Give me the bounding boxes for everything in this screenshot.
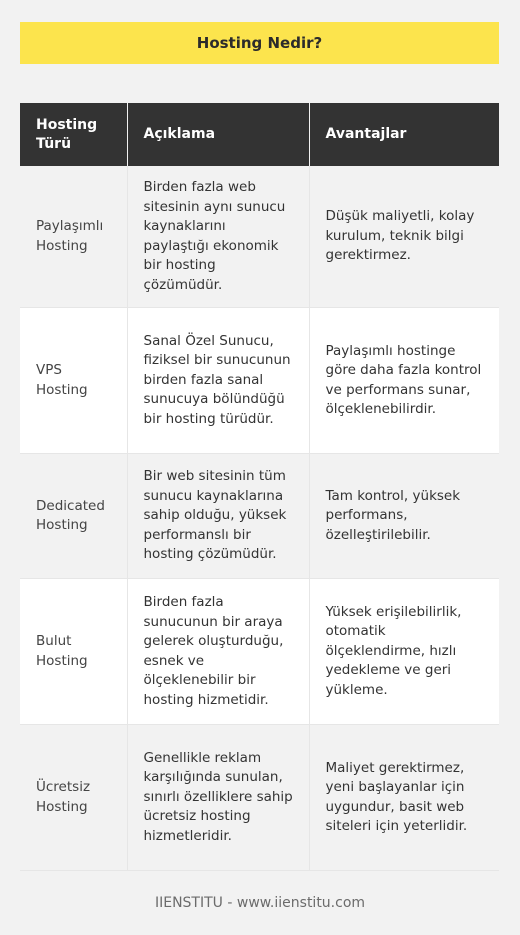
hosting-type-cell: Paylaşımlı Hosting xyxy=(20,166,127,308)
table-header-row xyxy=(20,103,499,166)
description-cell: Bir web sitesinin tüm sunucu kaynaklarına sahip olduğu, yüksek performanslı bir hosting çözümüdür. xyxy=(127,454,309,579)
description-cell: Birden fazla sunucunun bir araya gelerek oluşturduğu, esnek ve ölçeklenebilir bir hosting hizmetidir. xyxy=(127,579,309,725)
table-row xyxy=(20,308,499,454)
advantages-cell: Maliyet gerektirmez, yeni başlayanlar için uygundur, basit web siteleri için yeterlidir. xyxy=(309,725,499,871)
description-cell: Birden fazla web sitesinin aynı sunucu kaynaklarını paylaştığı ekonomik bir hosting çözümüdür. xyxy=(127,166,309,308)
table-row xyxy=(20,725,499,871)
header-hosting-type: Hosting Türü xyxy=(20,103,127,166)
advantages-cell: Düşük maliyetli, kolay kurulum, teknik bilgi gerektirmez. xyxy=(309,166,499,308)
advantages-cell: Tam kontrol, yüksek performans, özelleştirilebilir. xyxy=(309,454,499,579)
description-cell: Genellikle reklam karşılığında sunulan, sınırlı özelliklere sahip ücretsiz hosting hizmetleridir. xyxy=(127,725,309,871)
table-row xyxy=(20,454,499,579)
hosting-type-cell: Dedicated Hosting xyxy=(20,454,127,579)
table-row xyxy=(20,166,499,308)
table-row xyxy=(20,579,499,725)
page-title: Hosting Nedir? xyxy=(196,34,323,52)
footer-credit: IIENSTITU - www.iienstitu.com xyxy=(154,895,366,911)
hosting-type-cell: Bulut Hosting xyxy=(20,579,127,725)
header-advantages: Avantajlar xyxy=(309,103,499,166)
hosting-table xyxy=(20,103,499,871)
advantages-cell: Paylaşımlı hostinge göre daha fazla kontrol ve performans sunar, ölçeklenebilirdir. xyxy=(309,308,499,454)
hosting-table-container xyxy=(20,103,499,871)
hosting-type-cell: Ücretsiz Hosting xyxy=(20,725,127,871)
header-description: Açıklama xyxy=(127,103,309,166)
title-banner xyxy=(20,22,499,64)
description-cell: Sanal Özel Sunucu, fiziksel bir sunucunun birden fazla sanal sunucuya bölündüğü bir hosting türüdür. xyxy=(127,308,309,454)
advantages-cell: Yüksek erişilebilirlik, otomatik ölçeklendirme, hızlı yedekleme ve geri yükleme. xyxy=(309,579,499,725)
hosting-type-cell: VPS Hosting xyxy=(20,308,127,454)
